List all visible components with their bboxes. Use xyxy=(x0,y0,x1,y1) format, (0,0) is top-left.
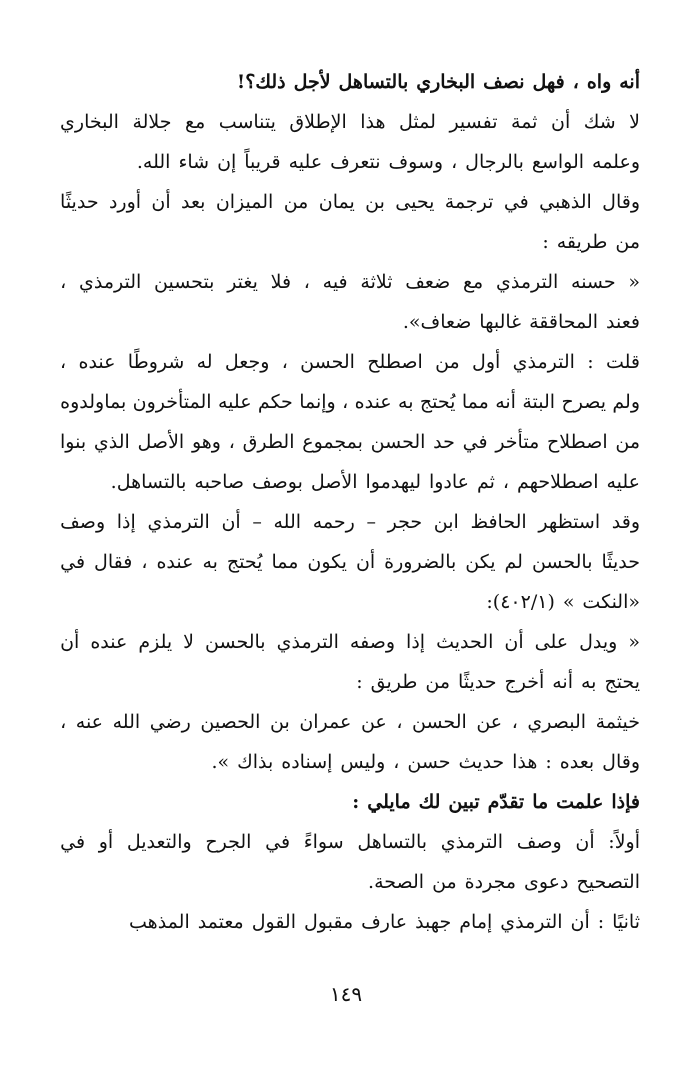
paragraph xyxy=(60,502,640,622)
paragraph xyxy=(60,702,640,782)
paragraph xyxy=(60,342,640,502)
text-line: التصحيح دعوى مجردة من الصحة. xyxy=(368,871,640,893)
text-line: ولم يصرح البتة أنه مما يُحتج به عنده ، وإنما حكم عليه المتأخرون بماولدوه xyxy=(60,391,640,413)
text-line: وقال الذهبي في ترجمة يحيى بن يمان من الميزان بعد أن أورد حديثًا xyxy=(60,191,640,213)
text-line: قلت : الترمذي أول من اصطلح الحسن ، وجعل له شروطًا عنده ، xyxy=(60,351,640,373)
text-line: عليه اصطلاحهم ، ثم عادوا ليهدموا الأصل بوصف صاحبه بالتساهل. xyxy=(110,471,640,493)
text-line: فإذا علمت ما تقدّم تبين لك مايلي : xyxy=(352,791,640,813)
paragraph xyxy=(60,902,640,942)
text-line: يحتج به أنه أخرج حديثًا من طريق : xyxy=(356,671,640,693)
text-line: من طريقه : xyxy=(542,231,640,253)
text-line: « حسنه الترمذي مع ضعف ثلاثة فيه ، فلا يغتر بتحسين الترمذي ، xyxy=(60,271,640,293)
text-line: حديثًا بالحسن لم يكن بالضرورة أن يكون مما يُحتج به عنده ، فقال في xyxy=(60,551,640,573)
page-number: ١٤٩ xyxy=(329,982,363,1006)
text-line: فعند المحاققة غالبها ضعاف». xyxy=(402,311,640,333)
paragraph xyxy=(60,102,640,182)
text-line: وعلمه الواسع بالرجال ، وسوف نتعرف عليه قريباً إن شاء الله. xyxy=(136,151,640,173)
text-line: أنه واه ، فهل نصف البخاري بالتساهل لأجل ذلك؟! xyxy=(236,71,640,93)
text-line: أولاً: أن وصف الترمذي بالتساهل سواءً في الجرح والتعديل أو في xyxy=(60,831,640,853)
paragraph xyxy=(60,62,640,102)
text-line: من اصطلاح متأخر في حد الحسن بمجموع الطرق ، وهو الأصل الذي بنوا xyxy=(60,431,640,453)
text-line: «النكت » (٤٠٢/١): xyxy=(486,591,640,613)
paragraph xyxy=(60,182,640,262)
text-line: لا شك أن ثمة تفسير لمثل هذا الإطلاق يتناسب مع جلالة البخاري xyxy=(60,111,640,133)
paragraph xyxy=(60,262,640,342)
text-line: وقال بعده : هذا حديث حسن ، وليس إسناده بذاك ». xyxy=(211,751,640,773)
paragraph xyxy=(60,622,640,702)
text-line: وقد استظهر الحافظ ابن حجر – رحمه الله – أن الترمذي إذا وصف xyxy=(60,511,640,533)
text-line: « ويدل على أن الحديث إذا وصفه الترمذي بالحسن لا يلزم عنده أن xyxy=(60,631,640,653)
text-line: خيثمة البصري ، عن الحسن ، عن عمران بن الحصين رضي الله عنه ، xyxy=(60,711,640,733)
paragraph xyxy=(60,822,640,902)
text-line: ثانيًا : أن الترمذي إمام جهبذ عارف مقبول القول معتمد المذهب xyxy=(129,911,640,933)
paragraph xyxy=(60,782,640,822)
page-body xyxy=(60,62,640,942)
